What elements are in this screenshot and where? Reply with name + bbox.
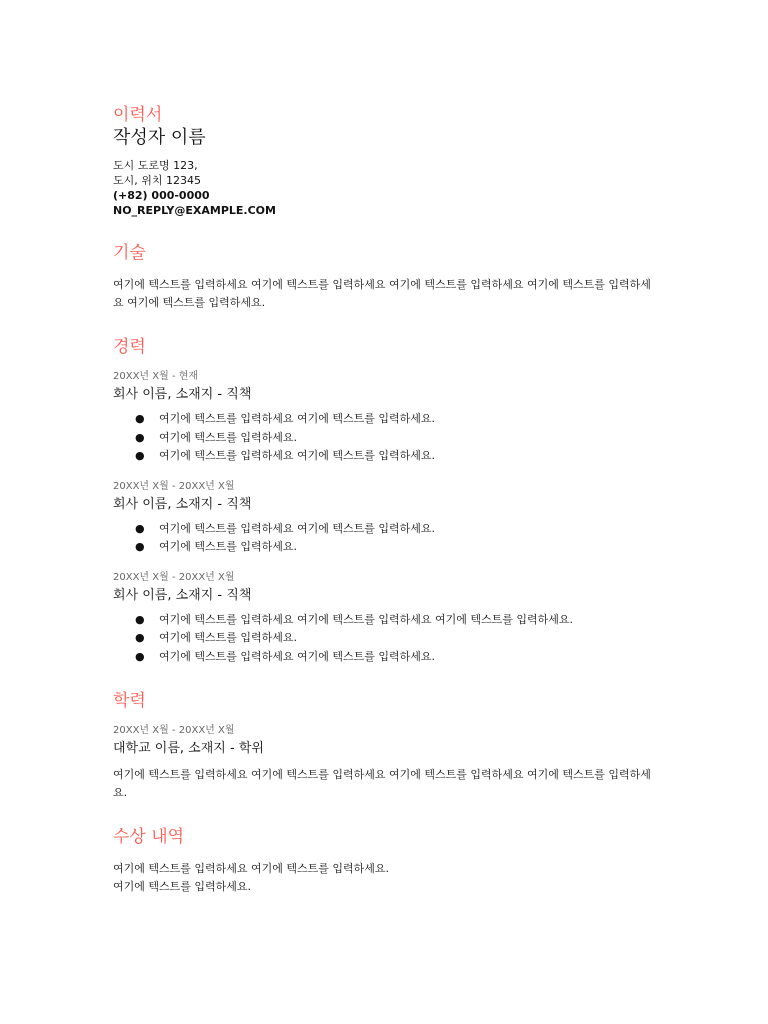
address-line-2: 도시, 위치 12345	[113, 174, 201, 187]
bullet-item	[135, 410, 653, 429]
job-entry	[113, 480, 653, 557]
bullet-item	[135, 538, 653, 557]
job-entry	[113, 571, 653, 667]
contact-block	[113, 158, 653, 218]
job-date: 20XX년 X월 - 20XX년 X월	[113, 571, 235, 583]
awards-line-2: 여기에 텍스트를 입력하세요.	[113, 880, 252, 893]
job-role: 회사 이름, 소재지 - 직책	[113, 387, 252, 402]
job-role: 회사 이름, 소재지 - 직책	[113, 587, 252, 603]
bullet-item	[135, 648, 653, 667]
bullet-icon: ●	[135, 449, 145, 462]
phone-number: (+82) 000-0000	[113, 189, 210, 202]
section-title-awards: 수상 내역	[113, 827, 185, 847]
author-name: 작성자 이름	[113, 127, 206, 148]
job-bullets	[113, 410, 653, 466]
bullet-text: 여기에 텍스트를 입력하세요 여기에 텍스트를 입력하세요 여기에 텍스트를 입력하세요.	[159, 612, 574, 626]
education-text: 여기에 텍스트를 입력하세요 여기에 텍스트를 입력하세요 여기에 텍스트를 입력하세요 여기에 텍스트를 입력하세요.	[113, 768, 651, 799]
bullet-icon: ●	[135, 540, 145, 553]
address-line-1: 도시 도로명 123,	[113, 159, 198, 172]
section-title-experience: 경력	[113, 337, 146, 357]
bullet-icon: ●	[135, 649, 145, 663]
job-date: 20XX년 X월 - 20XX년 X월	[113, 480, 235, 492]
bullet-item	[135, 629, 653, 648]
education-date: 20XX년 X월 - 20XX년 X월	[113, 725, 235, 736]
bullet-text: 여기에 텍스트를 입력하세요 여기에 텍스트를 입력하세요.	[159, 412, 436, 425]
job-role: 회사 이름, 소재지 - 직책	[113, 496, 252, 512]
skills-section	[113, 242, 653, 312]
bullet-text: 여기에 텍스트를 입력하세요.	[159, 540, 298, 553]
job-entry	[113, 370, 653, 466]
section-title-skills: 기술	[113, 243, 146, 263]
bullet-text: 여기에 텍스트를 입력하세요 여기에 텍스트를 입력하세요.	[159, 521, 436, 535]
email-address: NO_REPLY@EXAMPLE.COM	[113, 204, 276, 217]
bullet-item	[135, 429, 653, 448]
bullet-icon: ●	[135, 521, 145, 535]
bullet-icon: ●	[135, 430, 145, 444]
bullet-text: 여기에 텍스트를 입력하세요 여기에 텍스트를 입력하세요.	[159, 449, 436, 462]
bullet-text: 여기에 텍스트를 입력하세요.	[159, 430, 298, 444]
awards-section	[113, 826, 653, 896]
section-title-education: 학력	[113, 691, 146, 711]
bullet-text: 여기에 텍스트를 입력하세요.	[159, 631, 298, 644]
education-section	[113, 690, 653, 802]
bullet-icon: ●	[135, 631, 145, 644]
job-bullets	[113, 520, 653, 557]
bullet-text: 여기에 텍스트를 입력하세요 여기에 텍스트를 입력하세요.	[159, 649, 436, 663]
job-date: 20XX년 X월 - 현재	[113, 371, 199, 382]
job-bullets	[113, 611, 653, 667]
document-label: 이력서	[113, 105, 163, 125]
bullet-item	[135, 447, 653, 466]
experience-section	[113, 336, 653, 666]
bullet-icon: ●	[135, 412, 145, 425]
skills-text: 여기에 텍스트를 입력하세요 여기에 텍스트를 입력하세요 여기에 텍스트를 입력하세요 여기에 텍스트를 입력하세요 여기에 텍스트를 입력하세요.	[113, 278, 651, 309]
bullet-icon: ●	[135, 612, 145, 626]
bullet-item	[135, 611, 653, 630]
bullet-item	[135, 520, 653, 539]
resume-content	[113, 104, 653, 896]
education-school: 대학교 이름, 소재지 - 학위	[113, 741, 264, 756]
awards-line-1: 여기에 텍스트를 입력하세요 여기에 텍스트를 입력하세요.	[113, 862, 390, 875]
